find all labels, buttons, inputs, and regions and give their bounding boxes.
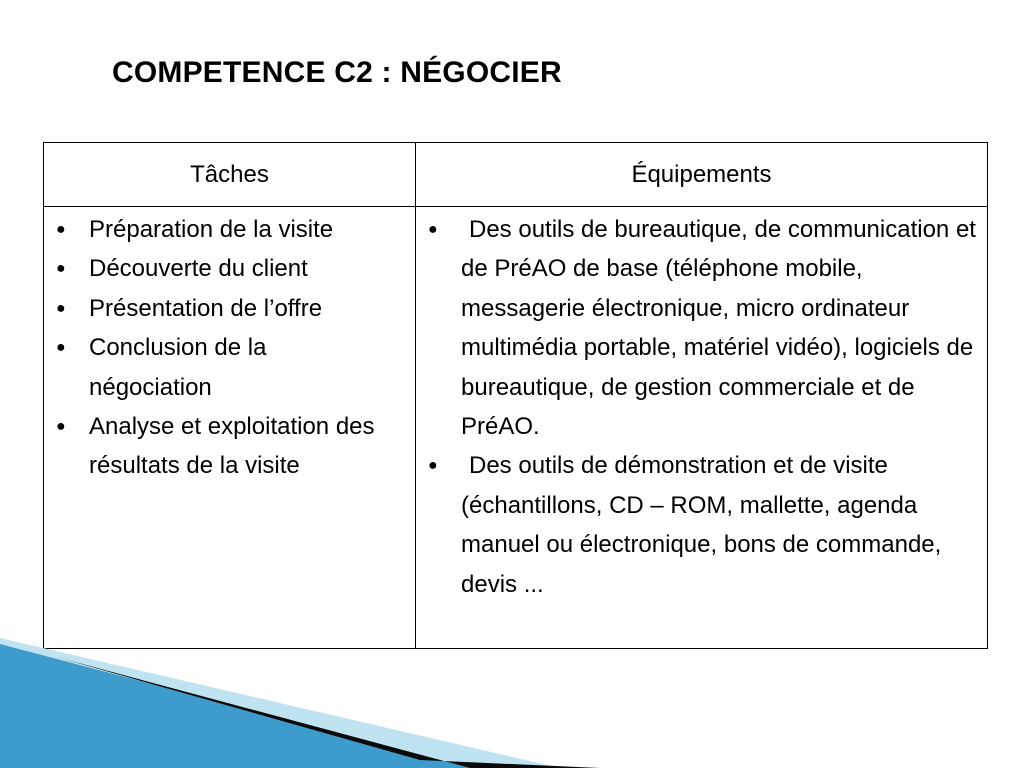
list-item bbox=[44, 249, 415, 288]
equipement-text: Des outils de bureautique, de communication et de PréAO de base (téléphone mobile, messagerie électronique, micro ordinateur multimédia portable, matériel vidéo), logiciels de bureautique, de gestion commerciale et de PréAO. bbox=[461, 216, 976, 441]
tache-text: Présentation de l’offre bbox=[89, 294, 323, 322]
competence-table bbox=[43, 142, 988, 649]
bullet-dot-icon: ● bbox=[56, 299, 66, 317]
list-item bbox=[44, 210, 415, 249]
tache-text: Analyse et exploitation des résultats de la visite bbox=[89, 413, 375, 480]
equipements-cell bbox=[416, 207, 987, 648]
bullet-dot-icon: ● bbox=[428, 221, 438, 238]
list-item bbox=[416, 446, 987, 604]
list-item bbox=[416, 210, 987, 446]
header-equipements: Équipements bbox=[631, 160, 772, 188]
taches-cell bbox=[44, 207, 415, 648]
list-item bbox=[44, 328, 415, 407]
equipements-list bbox=[416, 207, 987, 604]
tache-text: Préparation de la visite bbox=[89, 216, 334, 243]
bullet-dot-icon: ● bbox=[56, 339, 66, 357]
list-item bbox=[44, 407, 415, 486]
slide-title: COMPETENCE C2 : NÉGOCIER bbox=[112, 56, 562, 89]
bullet-dot-icon: ● bbox=[56, 221, 66, 238]
equipement-text: Des outils de démonstration et de visite (échantillons, CD – ROM, mallette, agenda manuel ou électronique, bons de commande, devis ... bbox=[461, 452, 942, 598]
bullet-dot-icon: ● bbox=[56, 260, 66, 278]
taches-list bbox=[44, 207, 415, 486]
tache-text: Conclusion de la négociation bbox=[89, 334, 267, 401]
list-item bbox=[44, 289, 415, 328]
bullet-dot-icon: ● bbox=[428, 457, 438, 475]
header-taches: Tâches bbox=[190, 160, 269, 188]
decorative-swoosh bbox=[0, 638, 1024, 768]
tache-text: Découverte du client bbox=[89, 255, 308, 283]
bullet-dot-icon: ● bbox=[56, 418, 66, 436]
